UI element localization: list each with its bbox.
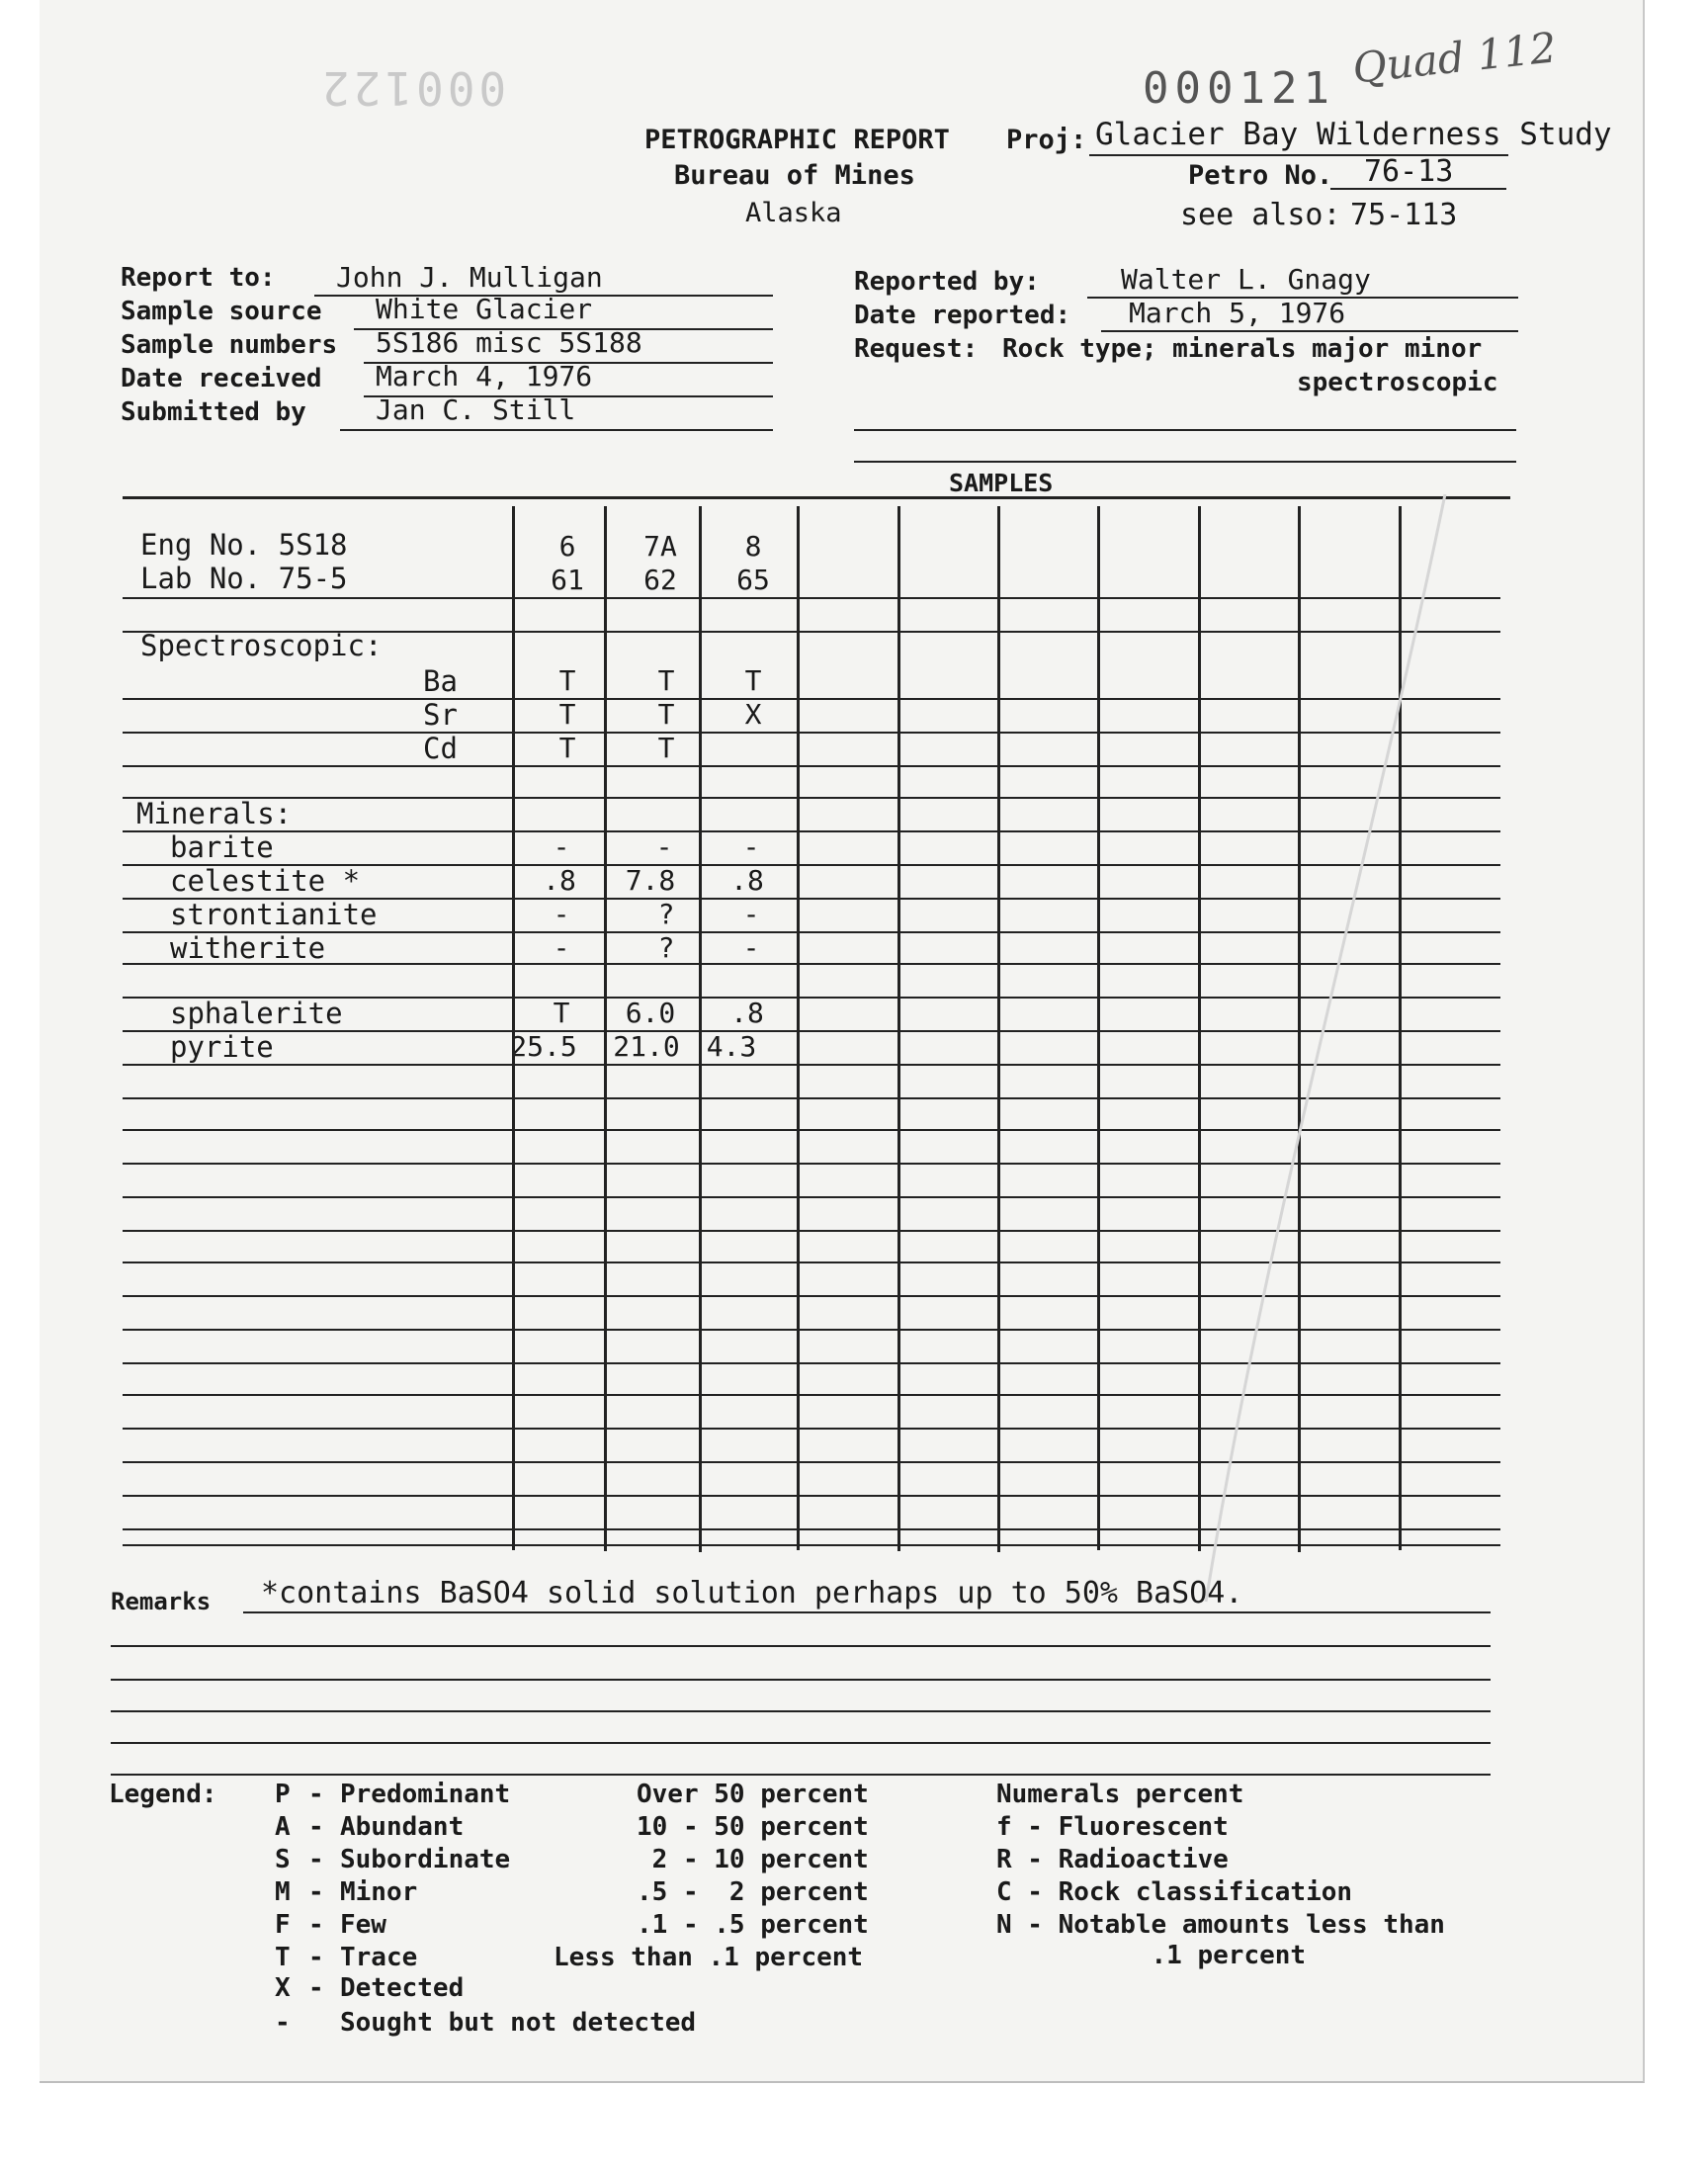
lab-no-label: Lab No. 75-5 [140, 562, 348, 595]
table-column-divider [699, 506, 702, 1552]
see-also-label: see also: [1180, 198, 1341, 232]
table-rule [123, 597, 1500, 599]
table-column-divider [1399, 506, 1402, 1550]
table-rule [123, 830, 1500, 832]
legend-meaning: Predominant [340, 1780, 511, 1809]
table-rule [123, 698, 1500, 700]
legend-note: C - Rock classification [996, 1877, 1353, 1907]
legend-dash: - [308, 1973, 324, 2003]
legend-code: M [275, 1877, 291, 1907]
table-rule [123, 898, 1500, 900]
mineral-name: celestite * [170, 864, 361, 898]
table-rule [123, 1461, 1500, 1463]
date-reported-label: Date reported: [854, 301, 1071, 330]
table-rule [123, 1362, 1500, 1364]
table-rule [123, 1163, 1500, 1165]
legend-meaning: Few [340, 1910, 386, 1940]
date-reported-value: March 5, 1976 [1129, 297, 1346, 329]
sample-source-value: White Glacier [376, 293, 593, 325]
table-rule [123, 1196, 1500, 1198]
sample-numbers-value: 5S186 misc 5S188 [376, 326, 642, 359]
legend-note: N - Notable amounts less than [996, 1910, 1445, 1940]
legend-code: X [275, 1973, 291, 2003]
table-column-divider [1198, 506, 1201, 1551]
spectro-cell: T [558, 664, 576, 697]
faded-doc-number: 000122 [318, 61, 507, 115]
spectro-cell: T [558, 698, 576, 731]
mineral-cell: 25.5 [510, 1030, 577, 1063]
legend-meaning: Abundant [340, 1812, 465, 1842]
request-value-line2: spectroscopic [1297, 368, 1498, 397]
region-name: Alaska [745, 198, 842, 228]
date-received-value: March 4, 1976 [376, 360, 593, 392]
legend-range: 2 - 10 percent [637, 1845, 869, 1874]
spectro-element-cd: Cd [423, 732, 458, 765]
mineral-cell: ? [657, 898, 675, 930]
spectro-cell: T [744, 664, 762, 697]
legend-dash: - [308, 1910, 324, 1940]
table-rule [123, 1428, 1500, 1430]
mineral-cell: - [742, 898, 760, 930]
mineral-cell: .8 [543, 864, 576, 897]
table-rule [123, 997, 1500, 999]
mineral-cell: 7.8 [625, 864, 676, 897]
mineral-cell: 6.0 [625, 997, 676, 1029]
mineral-cell: .8 [730, 997, 764, 1029]
table-rule [123, 797, 1500, 799]
legend-dash: - [308, 1812, 324, 1842]
table-rule [123, 765, 1500, 767]
lab-number: 65 [736, 564, 770, 596]
reported-by-label: Reported by: [854, 267, 1040, 297]
eng-number: 8 [744, 530, 762, 563]
eng-number: 7A [643, 530, 677, 563]
sample-numbers-label: Sample numbers [121, 330, 338, 360]
spectro-cell: X [744, 698, 762, 731]
mineral-cell: 4.3 [706, 1030, 757, 1063]
submitted-by-label: Submitted by [121, 397, 306, 427]
mineral-cell: - [742, 931, 760, 964]
legend-note: R - Radioactive [996, 1845, 1229, 1874]
spectro-cell: T [657, 664, 675, 697]
sample-source-label: Sample source [121, 297, 322, 326]
legend-note: .1 percent [996, 1941, 1307, 1970]
legend-note: f - Fluorescent [996, 1812, 1229, 1842]
request-label: Request: [854, 334, 979, 364]
legend-meaning: Sought but not detected [340, 2008, 697, 2038]
report-to-value: John J. Mulligan [336, 261, 603, 294]
see-also-value: 75-113 [1350, 198, 1458, 232]
mineral-cell: T [553, 997, 570, 1029]
table-column-divider [797, 506, 800, 1550]
table-rule [123, 1262, 1500, 1263]
doc-number-stamp: 000121 [1143, 63, 1335, 114]
handwritten-note: Quad 112 [1350, 23, 1559, 93]
minerals-label: Minerals: [136, 797, 293, 830]
legend-code: T [275, 1943, 291, 1972]
legend-dash: - [308, 1877, 324, 1907]
legend-range: .5 - 2 percent [637, 1877, 869, 1907]
table-column-divider [604, 506, 607, 1551]
mineral-cell: - [553, 898, 570, 930]
mineral-cell: ? [657, 931, 675, 964]
table-rule [123, 1544, 1500, 1546]
legend-meaning: Trace [340, 1943, 418, 1972]
legend-meaning: Minor [340, 1877, 418, 1907]
proj-label: Proj: [1006, 125, 1087, 155]
mineral-name: witherite [170, 931, 326, 965]
table-rule [123, 1528, 1500, 1530]
mineral-name: barite [170, 830, 274, 864]
agency-name: Bureau of Mines [674, 160, 915, 191]
legend-dash: - [308, 1845, 324, 1874]
submitted-by-value: Jan C. Still [376, 393, 576, 426]
table-column-divider [512, 506, 515, 1550]
report-to-label: Report to: [121, 263, 276, 293]
reported-by-value: Walter L. Gnagy [1121, 263, 1371, 296]
spectro-cell: T [558, 732, 576, 764]
table-rule [123, 1329, 1500, 1331]
mineral-cell: .8 [730, 864, 764, 897]
table-column-divider [1298, 506, 1301, 1552]
spectro-element-ba: Ba [423, 664, 458, 698]
legend-range: .1 - .5 percent [637, 1910, 869, 1940]
table-rule [123, 1230, 1500, 1232]
mineral-cell: - [655, 830, 673, 863]
mineral-cell: 21.0 [613, 1030, 680, 1063]
lab-number: 61 [551, 564, 584, 596]
mineral-cell: - [553, 931, 570, 964]
table-rule [123, 732, 1500, 734]
table-column-divider [897, 506, 900, 1551]
legend-range: 10 - 50 percent [637, 1812, 869, 1842]
date-received-label: Date received [121, 364, 322, 393]
remarks-label: Remarks [111, 1588, 212, 1615]
petro-value: 76-13 [1364, 154, 1454, 189]
mineral-name: strontianite [170, 898, 378, 931]
table-rule [123, 963, 1500, 965]
table-rule [123, 1064, 1500, 1066]
legend-note: Numerals percent [996, 1780, 1244, 1809]
legend-meaning: Subordinate [340, 1845, 511, 1874]
legend-label: Legend: [109, 1780, 217, 1809]
report-title: PETROGRAPHIC REPORT [644, 125, 950, 155]
eng-number: 6 [558, 530, 576, 563]
legend-meaning: Detected [340, 1973, 465, 2003]
spectro-element-sr: Sr [423, 698, 458, 732]
legend-dash: - [308, 1780, 324, 1809]
table-rule [123, 1394, 1500, 1396]
lab-number: 62 [643, 564, 677, 596]
table-rule [123, 1129, 1500, 1131]
table-rule [123, 1097, 1500, 1099]
mineral-name: pyrite [170, 1030, 274, 1064]
table-rule [123, 1295, 1500, 1297]
legend-code: - [275, 2008, 291, 2038]
table-column-divider [997, 506, 1000, 1552]
proj-value: Glacier Bay Wilderness Study [1095, 117, 1612, 152]
legend-dash: - [308, 1943, 324, 1972]
legend-code: A [275, 1812, 291, 1842]
table-rule [123, 631, 1500, 633]
table-rule [123, 931, 1500, 933]
table-column-divider [1097, 506, 1100, 1550]
eng-no-label: Eng No. 5S18 [140, 528, 348, 562]
mineral-cell: - [553, 830, 570, 863]
spectro-cell: T [657, 732, 675, 764]
spectro-cell: T [657, 698, 675, 731]
samples-header: SAMPLES [949, 469, 1054, 497]
table-rule [123, 1030, 1500, 1032]
spectroscopic-label: Spectroscopic: [140, 629, 383, 662]
petro-label: Petro No. [1188, 160, 1333, 191]
legend-code: S [275, 1845, 291, 1874]
remarks-text: *contains BaSO4 solid solution perhaps up to 50% BaSO4. [261, 1576, 1243, 1610]
legend-code: P [275, 1780, 291, 1809]
legend-range: Over 50 percent [637, 1780, 869, 1809]
legend-code: F [275, 1910, 291, 1940]
legend-range: Less than .1 percent [554, 1943, 864, 1972]
table-rule [123, 864, 1500, 866]
table-rule [123, 1495, 1500, 1497]
request-value-line1: Rock type; minerals major minor [1002, 334, 1483, 364]
mineral-name: sphalerite [170, 997, 343, 1030]
mineral-cell: - [742, 830, 760, 863]
